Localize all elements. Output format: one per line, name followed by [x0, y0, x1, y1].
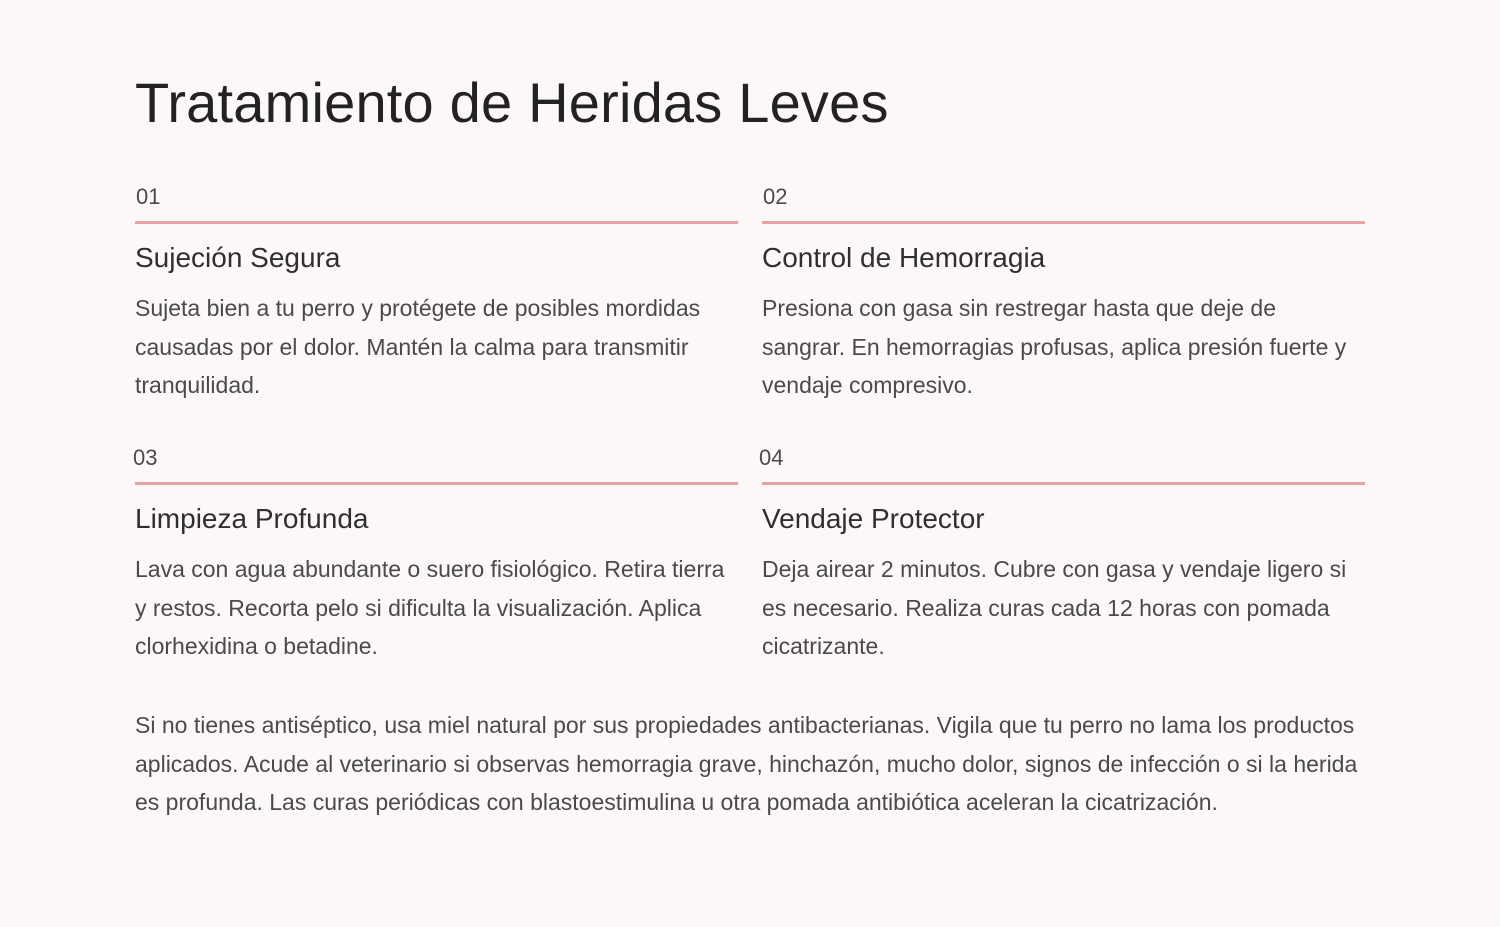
step-title: Sujeción Segura — [135, 242, 341, 273]
step-title: Vendaje Protector — [762, 503, 985, 534]
step-divider — [135, 221, 738, 224]
step-number: 01 — [136, 184, 161, 209]
step-card-2 — [762, 181, 1365, 405]
step-description: Sujeta bien a tu perro y protégete de posibles mordidas causadas por el dolor. Mantén la calma para transmitir tranquilidad. — [135, 295, 701, 398]
closing-note: Si no tienes antiséptico, usa miel natural por sus propiedades antibacterianas. Vigila que tu perro no lama los productos aplicados. Acude al veterinario si observas hemorragia grave, hinchazón, mucho dolor, signos de infección o si la herida es profunda. Las curas periódicas con blastoestimulina u otra pomada antibiótica aceleran la cicatrización. — [135, 712, 1358, 815]
page-title: Tratamiento de Heridas Leves — [135, 71, 889, 134]
step-title: Control de Hemorragia — [762, 242, 1046, 273]
step-divider — [762, 482, 1365, 485]
step-description: Deja airear 2 minutos. Cubre con gasa y vendaje ligero si es necesario. Realiza curas cada 12 horas con pomada cicatrizante. — [762, 556, 1347, 659]
step-number: 03 — [133, 445, 158, 470]
step-divider — [762, 221, 1365, 224]
step-title: Limpieza Profunda — [135, 503, 369, 534]
step-description: Presiona con gasa sin restregar hasta que deje de sangrar. En hemorragias profusas, aplica presión fuerte y vendaje compresivo. — [762, 295, 1347, 398]
step-description: Lava con agua abundante o suero fisiológico. Retira tierra y restos. Recorta pelo si dificulta la visualización. Aplica clorhexidina o betadine. — [135, 556, 725, 659]
step-card-3 — [135, 442, 738, 666]
step-number: 02 — [763, 184, 788, 209]
step-card-4 — [759, 442, 1365, 666]
step-card-1 — [135, 181, 738, 405]
step-divider — [135, 482, 738, 485]
step-number: 04 — [759, 445, 784, 470]
